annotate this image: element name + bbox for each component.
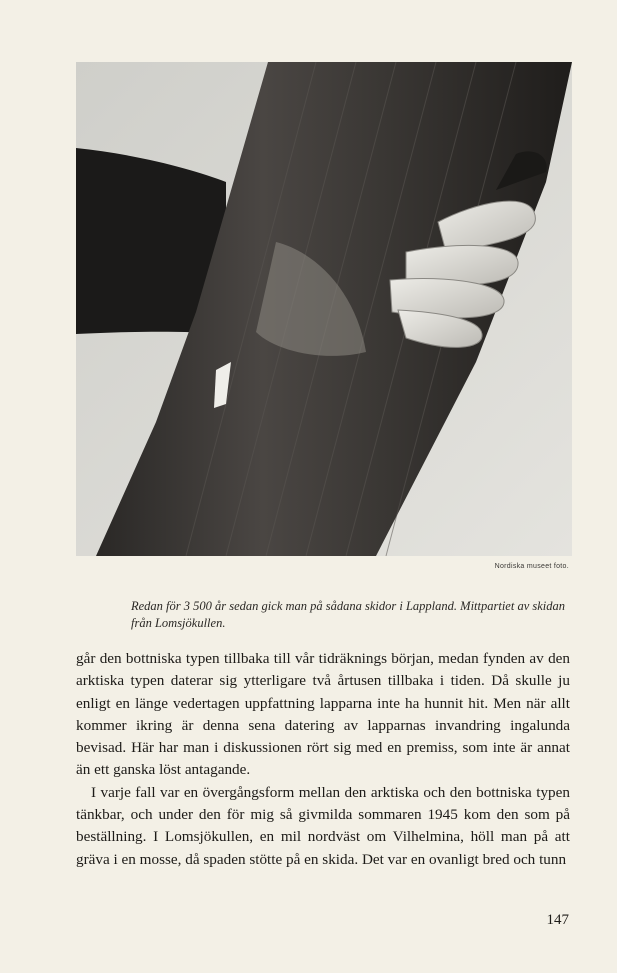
paragraph: I varje fall var en övergångsform mellan den arktiska och den bottniska typen tänkbar, och under den för mig så givmilda sommaren 1945 kom den som på beställning. I Lomsjökullen, en mil nordväst om Vilhelmina, höll man på att gräva i en mosse, då spaden stötte på en skida. Det var en ovanligt bred och tunn bbox=[76, 783, 570, 868]
paragraph: går den bottniska typen tillbaka till vår tidräknings början, medan fynden av den arktiska typen daterar sig ytterligare två årtusen tillbaka i tiden. Då skulle ju enligt en länge vedertagen uppfattning lapparna inte ha hunnit hit. Men när allt kommer ikring är denna sena datering av lapparnas invandring ingalunda bevisad. Här har man i diskussionen rört sig med en premiss, som inte är annat än ett ganska löst antagande. bbox=[76, 650, 570, 779]
figure-caption: Redan för 3 500 år sedan gick man på sådana skidor i Lappland. Mittpartiet av skidan från Lomsjökullen. bbox=[131, 599, 566, 630]
body-text bbox=[76, 648, 570, 871]
photo-credit: Nordiska museet foto. bbox=[494, 563, 569, 570]
page-number: 147 bbox=[546, 912, 569, 928]
ski-photo-illustration bbox=[76, 62, 572, 556]
ski-photograph bbox=[76, 62, 572, 556]
